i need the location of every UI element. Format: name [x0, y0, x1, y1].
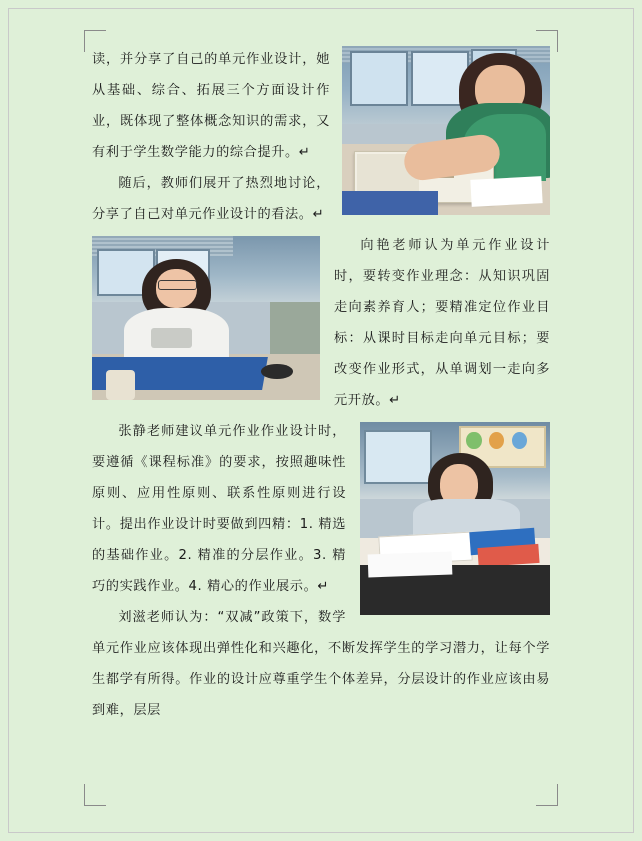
- photo3-window: [364, 430, 433, 484]
- photo2-board: [270, 302, 320, 358]
- photo1-blue-pad: [342, 191, 438, 215]
- photo3-poster-dot-blue: [512, 432, 527, 449]
- photo2-person-glasses: [158, 280, 196, 290]
- photo1-paper-sheet: [470, 176, 542, 207]
- crop-mark-bottom-left: [84, 784, 106, 806]
- photo3-red-folder: [477, 543, 539, 566]
- photo2-mouse: [261, 364, 293, 379]
- photo-teacher-with-textbook: [342, 46, 550, 215]
- paragraph-4: 张静老师建议单元作业作业设计时，要遵循《课程标准》的要求，按照趣味性原则、应用性原则、联系性原则进行设计。提出作业设计时要做到四精：1. 精选的基础作业。2. 精准的分层作业。3. 精巧的实践作业。4. 精心的作业展示。↵: [92, 424, 346, 594]
- paragraph-2: 随后，教师们展开了热烈地讨论，分享了自己对单元作业设计的看法。↵: [92, 176, 330, 222]
- photo2-shirt-graphic: [151, 328, 192, 348]
- document-content: [92, 44, 550, 784]
- photo2-cup: [106, 370, 136, 400]
- photo3-paper-sheet: [367, 552, 451, 578]
- photo-teacher-speaking: [92, 236, 320, 400]
- paragraph-5: 刘滋老师认为：“双减”政策下，数学单元作业应该体现出弹性化和兴趣化，不断发挥学生的学习潜力，让每个学生都学有所得。作业的设计应尊重学生个体差异，分层设计的作业应该由易到难，层层: [92, 610, 550, 718]
- paragraph-3: 向艳老师认为单元作业设计时，要转变作业理念：从知识巩固走向素养育人；要精准定位作业目标：从课时目标走向单元目标；要改变作业形式，从单调划一走向多元开放。↵: [334, 238, 550, 408]
- paragraph-1: 读，并分享了自己的单元作业设计，她从基础、综合、拓展三个方面设计作业，既体现了整体概念知识的需求，又有利于学生数学能力的综合提升。↵: [92, 52, 330, 160]
- crop-mark-bottom-right: [536, 784, 558, 806]
- photo-teacher-writing: [360, 422, 550, 615]
- photo3-poster-dot-green: [466, 432, 481, 449]
- photo1-window-left: [350, 51, 408, 106]
